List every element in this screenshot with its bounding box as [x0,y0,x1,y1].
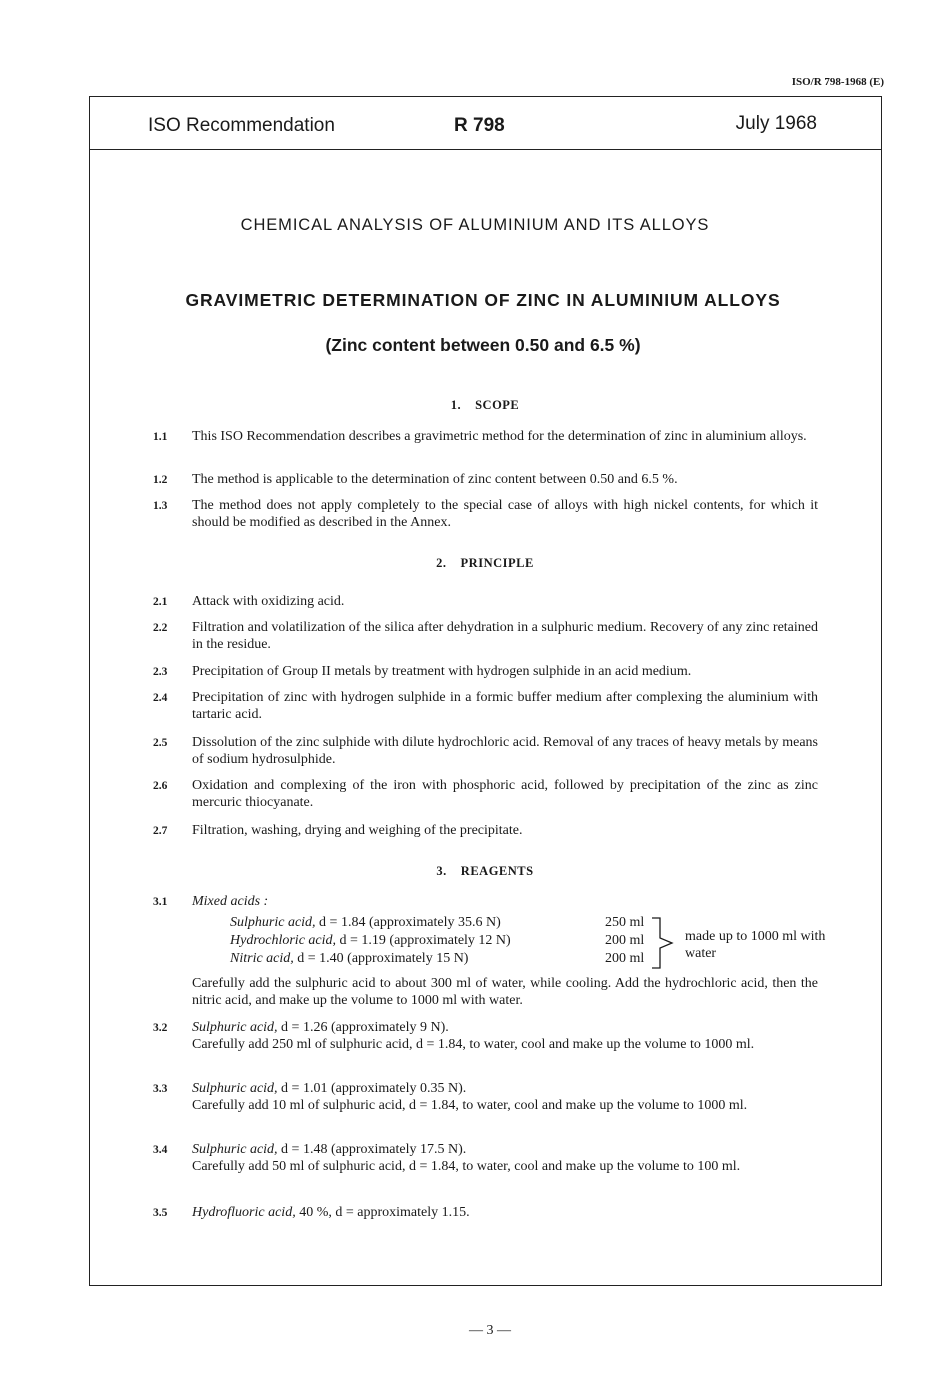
brace-icon [650,916,676,970]
main-title: CHEMICAL ANALYSIS OF ALUMINIUM AND ITS ALLOYS [240,216,710,234]
document-reference: ISO/R 798-1968 (E) [791,76,884,88]
clause-number: 3.1 [153,896,168,908]
clause-number: 1.1 [153,431,168,443]
clause-text: Carefully add the sulphuric acid to about 300 ml of water, while cooling. Add the hydrochloric acid, then the nitric acid, and make up the volume to 1000 ml with water. [192,976,818,1008]
mixed-acids-table [230,914,830,974]
clause-2-3 [153,663,818,680]
reagent-row [230,914,501,931]
clause-heading [192,1019,818,1036]
reagent-row [230,932,511,949]
section-heading-scope [0,398,950,413]
clause-text: Dissolution of the zinc sulphide with dilute hydrochloric acid. Removal of any traces of heavy metals by means of sodium hydrosulphide. [192,735,818,767]
section-title: SCOPE [475,398,520,412]
reagent-name: Nitric acid, [230,951,294,966]
clause-heading [192,1204,818,1221]
clause-2-4 [153,689,818,723]
reagent-volume: 200 ml [605,933,645,948]
clause-1-3 [153,497,818,531]
clause-number: 2.7 [153,825,168,837]
make-up-note: made up to 1000 ml with water [685,929,826,961]
clause-3-1 [153,893,818,910]
header-bar [90,97,881,150]
clause-3-1-instructions [153,975,818,1009]
clause-number: 3.5 [153,1207,168,1219]
clause-number: 2.5 [153,737,168,749]
clause-label: Mixed acids : [192,894,269,909]
section-title: REAGENTS [460,864,534,878]
clause-text: Filtration and volatilization of the silica after dehydration in a sulphuric medium. Recovery of any zinc retained in the residue. [192,620,818,652]
clause-number: 1.2 [153,474,168,486]
clause-2-7 [153,822,818,839]
clause-text: Carefully add 50 ml of sulphuric acid, d = 1.84, to water, cool and make up the volume to 100 ml. [192,1159,741,1174]
clause-number: 3.3 [153,1083,168,1095]
clause-number: 3.2 [153,1022,168,1034]
reagent-name: Hydrofluoric acid, [192,1205,296,1220]
reagent-spec: 40 %, d = approximately 1.15. [295,1205,470,1220]
reagent-name: Hydrochloric acid, [230,933,337,948]
doc-type: ISO Recommendation [148,115,335,136]
reagent-spec: d = 1.48 (approximately 17.5 N). [277,1142,467,1157]
clause-3-2 [153,1019,818,1053]
reagent-spec: d = 1.01 (approximately 0.35 N). [277,1081,467,1096]
clause-number: 2.1 [153,596,168,608]
clause-3-5 [153,1204,818,1221]
section-number: 2. [436,556,447,570]
reagent-volume: 250 ml [605,915,645,930]
clause-text: This ISO Recommendation describes a gravimetric method for the determination of zinc in aluminium alloys. [192,429,807,444]
clause-2-6 [153,777,818,811]
clause-text: Filtration, washing, drying and weighing of the precipitate. [192,823,523,838]
clause-text: Carefully add 250 ml of sulphuric acid, d = 1.84, to water, cool and make up the volume to 1000 ml. [192,1037,755,1052]
reagent-row [230,950,468,967]
clause-2-5 [153,734,818,768]
clause-number: 2.4 [153,692,168,704]
reagent-volume: 200 ml [605,951,645,966]
reagent-spec: d = 1.26 (approximately 9 N). [277,1020,449,1035]
clause-number: 3.4 [153,1144,168,1156]
clause-2-2 [153,619,818,653]
scope-note-title: (Zinc content between 0.50 and 6.5 %) [325,335,641,355]
reagent-detail: d = 1.40 (approximately 15 N) [293,951,469,966]
clause-heading [192,1080,818,1097]
clause-number: 2.2 [153,622,168,634]
section-title: PRINCIPLE [460,556,534,570]
clause-text: Precipitation of Group II metals by treatment with hydrogen sulphide in an acid medium. [192,664,692,679]
reagent-name: Sulphuric acid, [230,915,316,930]
clause-1-1 [153,428,818,445]
clause-text: Carefully add 10 ml of sulphuric acid, d = 1.84, to water, cool and make up the volume to 1000 ml. [192,1098,748,1113]
reagent-name: Sulphuric acid, [192,1020,278,1035]
clause-heading [192,1141,818,1158]
clause-1-2 [153,471,818,488]
clause-text: Oxidation and complexing of the iron with phosphoric acid, followed by precipitation of the zinc as zinc mercuric thiocyanate. [192,778,818,810]
reagent-detail: d = 1.19 (approximately 12 N) [336,933,511,948]
section-number: 1. [450,398,462,412]
doc-number: R 798 [454,115,505,136]
reagent-name: Sulphuric acid, [192,1081,278,1096]
section-number: 3. [436,864,447,878]
doc-date: July 1968 [735,113,817,134]
clause-text: The method is applicable to the determination of zinc content between 0.50 and 6.5 %. [192,472,678,487]
clause-text: Attack with oxidizing acid. [192,594,345,609]
sub-title: GRAVIMETRIC DETERMINATION OF ZINC IN ALUMINIUM ALLOYS [185,290,781,310]
clause-number: 2.6 [153,780,168,792]
clause-number: 1.3 [153,500,168,512]
section-heading-reagents [0,864,950,879]
page-number: — 3 — [469,1323,511,1338]
clause-2-1 [153,593,818,610]
clause-3-3 [153,1080,818,1114]
section-heading-principle [0,556,950,571]
clause-number: 2.3 [153,666,168,678]
reagent-detail: d = 1.84 (approximately 35.6 N) [315,915,501,930]
clause-text: Precipitation of zinc with hydrogen sulphide in a formic buffer medium after complexing the aluminium with tartaric acid. [192,690,818,722]
clause-text: The method does not apply completely to the special case of alloys with high nickel contents, for which it should be modified as described in the Annex. [192,498,818,530]
reagent-name: Sulphuric acid, [192,1142,278,1157]
clause-3-4 [153,1141,818,1175]
